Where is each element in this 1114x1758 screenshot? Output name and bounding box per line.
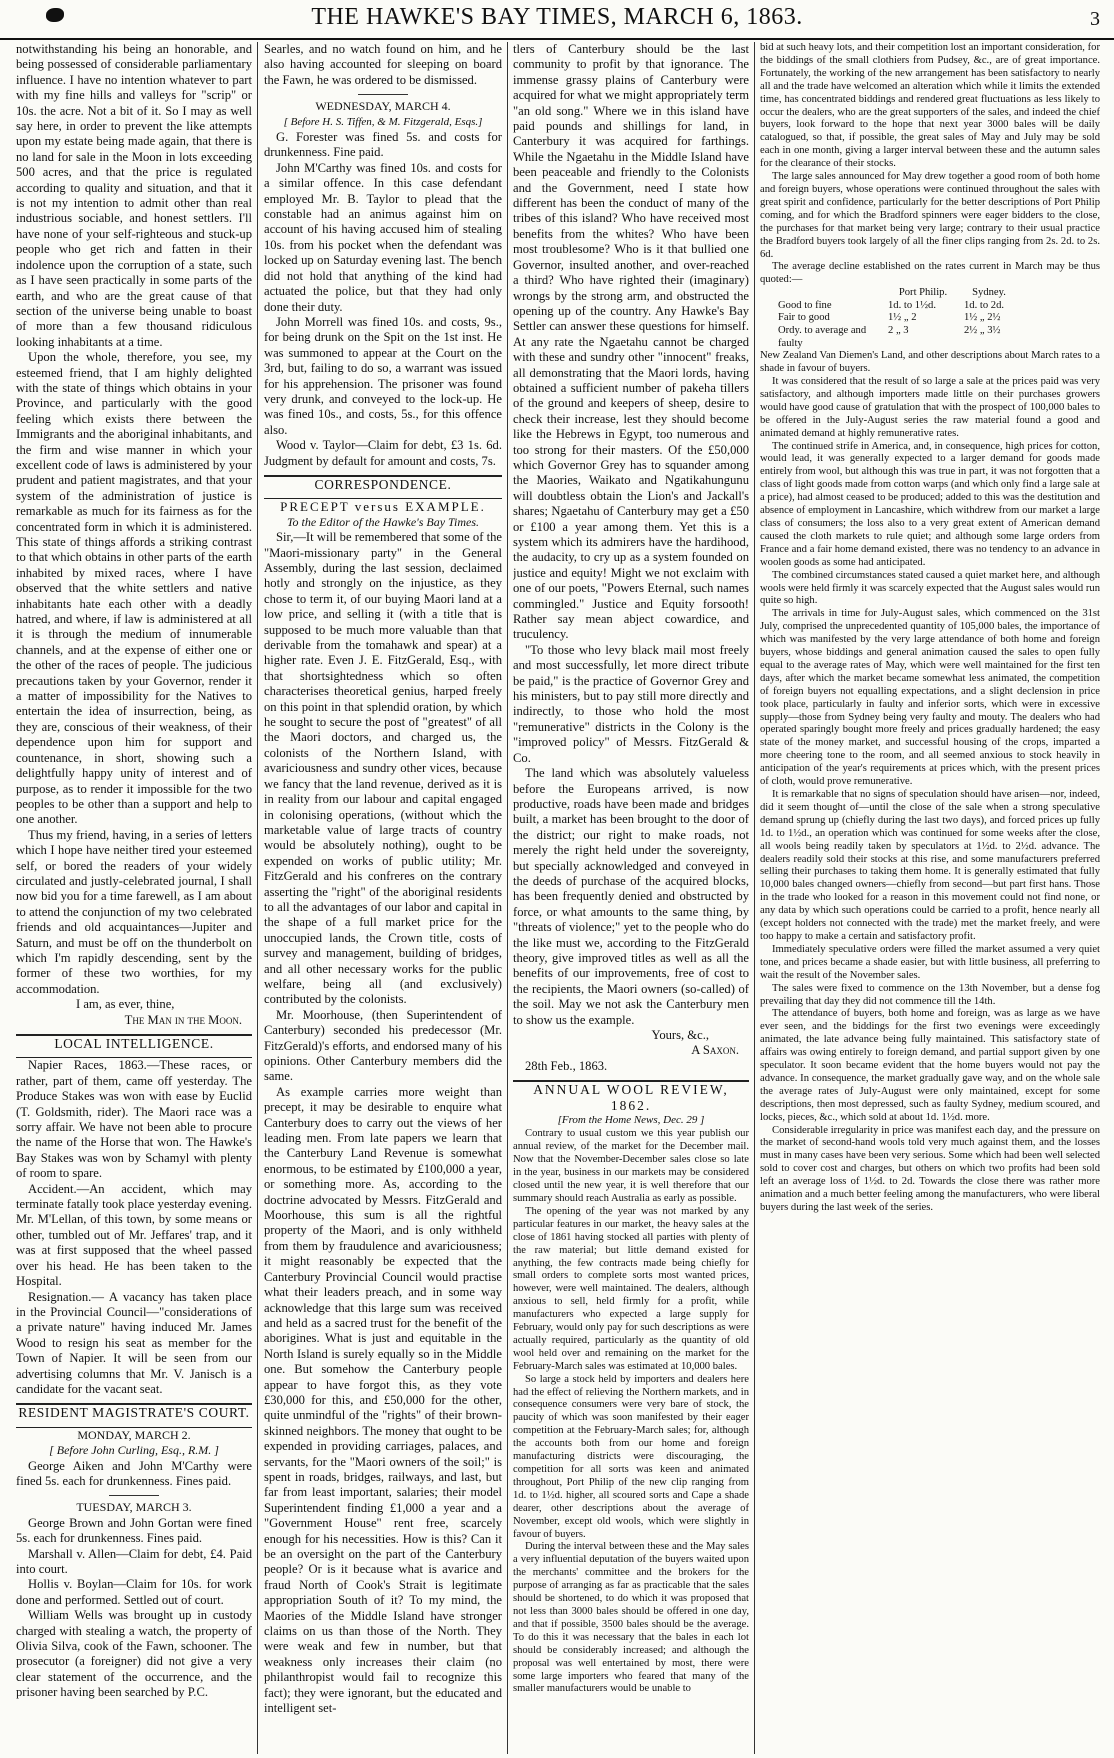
court-case: George Brown and John Gortan were fined 5s. each for drunkenness. Fines paid. — [16, 1515, 252, 1546]
court-date-tuesday: TUESDAY, MARCH 3. — [76, 1500, 192, 1515]
letter-paragraph: Sir,—It will be remembered that some of the "Maori-missionary party" in the General Assembly, during the last session, declaimed hotly and strongly on the injustice, as they chose to term it, of our buying Maori land at a low price, and selling it (with a title that is supposed to be much more valuable than that derivable from the tomahawk and spear) at a higher rate. Even J. E. FitzGerald, Esq., with that shortsightedness which so often characterises theoretical genius, harped freely on this point in that splendid oration, by which he sought to secure the post of "greatest" of all the Maori doctors, and charged us, the colonists of the Northern Island, with avariciousness and sundry other vices, because we fancy that the land revenue, derived as it is in reality from our labour and capital engaged in colonising operations, (without which the marketable value of large tracts of country would be absolutely nothing), ought to be expended on works of public utility; Mr. FitzGerald and his confreres on the contrary asserting the "right" of the aboriginal residents to all the advantages of our labor and capital in the shape of a full market price for the unoccupied lands, the Crown title, costs of survey and management, building of bridges, and all other necessary works for the public welfare, being all (and exclusively) contributed by the colonists. — [264, 530, 502, 1007]
court-case: William Wells was brought up in custody charged with stealing a watch, the property of Olivia Silva, cook of the Fawn, schooner. The prosecutor (a foreigner) did not give a very clear statement of the occurrence, and the prisoner having been searched by P.C. — [16, 1608, 252, 1700]
article-paragraph: Immediately speculative orders were filled the market assumed a very quiet tone, and prices became a shade easier, but with little business, all preferring to wait the result of the November sales. — [760, 943, 1100, 981]
court-case: Hollis v. Boylan—Claim for 10s. for work done and performed. Settled out of court. — [16, 1577, 252, 1607]
table-corner — [778, 287, 882, 300]
letter-closing: Yours, &c., — [651, 1028, 709, 1042]
article-paragraph: It is remarkable that no signs of speculation should have arisen—nor, indeed, did it seem thought of—until the close of the sale when a strong speculative demand sprung up (chiefly during the last two days), and forced prices up fully 1d. to 1½d., an operation which was continued for some weeks after the close, all wools being readily taken by speculators at 1½d. to 2½d. advance. The dealers readily sold their stocks at this rise, and some manufacturers preferred selling their purchases to taking them home. It is generally estimated that fully 10,000 bales changed owners—chiefly from second—but part first hans. Those in the trade who looked for a reason in this movement could not find none, or any data by which such operations could be carried to a profit, hence nearly all (except holders not connected with the trade) met the market freely, and were too happy to make a certain and satisfactory profit. — [760, 789, 1100, 942]
letter-paragraph: Thus my friend, having, in a series of letters which I hope have neither tired your esteemed self, or bored the readers of your widely circulated and justly-celebrated journal, I shall now bid you for a time farewell, as I am about to attend the conjunction of my two celebrated friends and old acquaintances—Jupiter and Saturn, and must be off on the thunderbolt on which I'm rapidly descending, sent by the former of these two worthies, for my accommodation. — [16, 827, 252, 996]
article-paragraph: The opening of the year was not marked by any particular features in our market, the heavy sales at the close of 1861 having stocked all parties with plenty of the raw material; but little demand existed for anything, the few contracts made being chiefly for small orders to complete sorts most wanted prices, however, were well maintained. The dealers, although anxious to sell, held firmly for a profit, while manufacturers who expected a large supply for February, would only pay for such descriptions as were actually required, particularly as the quantity of old wool held over and remaining on the market for the February-March sales was estimated at 10,000 bales. — [513, 1205, 749, 1372]
court-case: John Morrell was fined 10s. and costs, 9s., for being drunk on the Spit on the 1st inst. He was summoned to appear at the Court on the 3rd, but, failing to do so, a warrant was issued for his apprehension. The prisoner was found very drunk, and conveyed to the lock-up. He was fined 10s., and costs, 5s., for this offence also. — [264, 314, 502, 437]
page-number: 3 — [1090, 8, 1100, 30]
news-item-napier-races: Napier Races, 1863.—These races, or rather, part of them, came off yesterday. The Produce Stakes was won with ease by Euclid (T. Goldsmith, rider). The Maori race was a sorry affair. We have not been able to procure the name of the Horse that won. The Hawke's Bay Stakes was won by Schamyl with plenty of room to spare. — [16, 1058, 252, 1181]
article-paragraph: The large sales announced for May drew together a good room of both home and foreign buyers, whose operations were continued throughout the sales with great spirit and confidence, particularly for the better descriptions of Port Philip coming, and for which the Bradford spinners were eager bidders to the close, the purchases for that market being very large; contrary to their usual practice the Bradford buyers took largely of all the finer clips ranging from 2s. 2d. to 2s. 6d. — [760, 171, 1100, 260]
article-paragraph: The combined circumstances stated caused a quiet market here, and although wools were held firmly it was scarcely expected that the August sales would run quite so high. — [760, 569, 1100, 607]
news-item-resignation: Resignation.— A vacancy has taken place in the Provincial Council—"considerations of a private nature" having induced Mr. James Wood to resign his seat as member for the Town of Napier. It will be seen from our advertising columns that Mr. V. Janisch is a candidate for the vacant seat. — [16, 1289, 252, 1396]
newspaper-title: THE HAWKE'S BAY TIMES, MARCH 6, 1863. — [311, 4, 803, 30]
table-cell: 1½ „ 2 — [888, 312, 917, 324]
table-cell: 1d. to 1½d. — [888, 299, 936, 311]
table-row-label: Good to fine — [778, 299, 832, 311]
wool-price-table — [760, 287, 1100, 350]
court-date-wednesday: WEDNESDAY, MARCH 4. — [315, 99, 451, 114]
court-case: John M'Carthy was fined 10s. and costs for a similar offence. In this case defendant employed Mr. B. Taylor to plead that the constable had an animus against him on account of his having accused him of stealing 10s. from his pocket when the defendant was locked up on Saturday evening last. The bench did not hold that anything of the kind had actuated the police, but that they had only done their duty. — [264, 160, 502, 314]
court-case: Wood v. Taylor—Claim for debt, £3 1s. 6d. Judgment by default for amount and costs, 7s. — [264, 438, 502, 468]
letter-addressee: To the Editor of the Hawke's Bay Times. — [286, 514, 480, 529]
table-row-label: Ordy. to average and faulty — [778, 325, 867, 349]
letter-paragraph: As example carries more weight than precept, it may be desirable to enquire what Canterbury does to carry out the views of her leading men. From late papers we learn that the Canterbury Land Revenue is somewhat enormous, to be estimated by £100,000 a year, or something more. As, according to the doctrine advocated by Messrs. FitzGerald and Moorhouse, this sum is all the rightful property of the Maori, and is only withheld from them by fraudulence and avariciousness; it might reasonably be expected that the Canterbury Provincial Council would practise what their leaders preach, and in some way acknowledge that this large sum was received and held as a sacred trust for the benefit of the aborigines. What is just and equitable in the North Island is surely equally so in the Middle one. But somehow the Canterbury people appear to have forgot this, as they vote £30,000 for this, and £50,000 for the other, quite unmindful of the "rights" of their brown-skinned neighbors. The money that ought to be expended in providing carriages, palaces, and servants, for the "Maori owners of the soil;" is spent in roads, bridges, railways, and last, but far from least important, salaries; their model Superintendent finding £1,000 a year and a "Government House" rent free, scarcely enough for his necessities. How is this? Can it be an oversight on the part of the Canterbury people? Or is it because what is avarice and fraud North of Cook's Strait is legitimate appropriation South of it? To my mind, the Maories of the Middle Island have stronger claims on us than those of the North. They were weak and few in number, but that weakness only increases their claim (no philanthropist would fail to recognize this fact); they were ignorant, but the educated and intelligent set- — [264, 1084, 502, 1716]
column-3 — [513, 42, 749, 1754]
short-divider — [358, 94, 408, 95]
section-heading-magistrates-court: RESIDENT MAGISTRATE'S COURT. — [18, 1405, 250, 1421]
table-row-label: Fair to good — [778, 312, 830, 324]
court-case: George Aiken and John M'Carthy were fined 5s. each for drunkenness. Fines paid. — [16, 1458, 252, 1488]
article-source: [From the Home News, Dec. 29 ] — [557, 1114, 705, 1127]
table-cell: 2 „ 3 — [888, 325, 909, 336]
article-paragraph: bid at such heavy lots, and their competition lost an important consideration, for the biddings of the small clothiers from Pudsey, &c., are of great importance. Fortunately, the working of the new arrangement has been satisfactory to nearly all and the trade have welcomed an alteration which while it limits the extended time, has concentrated biddings and rendered great fluctuations as less likely to occur the dealers, who are the great supporters of the sales, and indeed the chief buyers, look forward to the hope that next year 3000 bales will be daily catalogued, so that, if possible, the great sales of May and July may be sold each in one month, giving a larger interval between these and the autumn sales for the clearance of their stocks. — [760, 42, 1100, 170]
wool-review-body — [513, 1128, 749, 1696]
column-4 — [760, 42, 1100, 1754]
article-paragraph: The average decline established on the rates current in March may be thus quoted:— — [760, 261, 1100, 286]
court-case: Searles, and no watch found on him, and he also having accounted for sleeping on board the Fawn, he was ordered to be dismissed. — [264, 42, 502, 87]
letter-paragraph: tlers of Canterbury should be the last community to profit by that ignorance. The immense grassy plains of Canterbury were acquired for what we might appropriately term "an old song." Where we in this island have paid pounds and shillings for land, in Canterbury it was acquired for farthings. While the Ngaetahu in the Middle Island have been peaceable and friendly to the Colonists and the Government, need I state how different has been the conduct of many of the tribes of this island? Who have received most benefits from the whites? Who have been most troublesome? Who is it that bullied one Governor, insulted another, and over-reached a third? Who have righted their (imaginary) wrongs by the strong arm, and obstructed the opening up of the country. Any Hawke's Bay Settler can answer these questions for himself. At any rate the Ngaetahu cannot be charged with these and sundry other "innocent" freaks, all demonstrating that the Maori lords, having obtained a sufficient number of pakeha tillers of the ground and keepers of sheep, desire to check their increase, lest they should become like the Hebrews in Egypt, too numerous and too strong for their masters. Of the £50,000 which Governor Grey has to squander among the Maories, Waikato and Ngatikahungunu will doubtless obtain the Lion's and Jackall's shares; Ngaetahu of Canterbury may get a £50 or £100 a year among them. Yet this is a system which its admirers have the hardihood, the audacity, to cry up as a system founded on justice and equity! Might we not exclaim with one of our poets, "Powers Eternal, such names commingled." Justice and Equity forsooth! Rather say mean abject cowardice, and truculency. — [513, 42, 749, 642]
column-1 — [16, 42, 252, 1754]
article-paragraph: Considerable irregularity in price was manifest each day, and the pressure on the market of second-hand wools told very much against them, and the losses must in many cases have been very serious. Some which had been well selected sold to cover cost and charges, but others on which two profits had been sold left an average loss of 1½d. to 2d. Towards the close there was rather more animation and a much better feeling among the manufacturers, who were liberal buyers during the last week of the series. — [760, 1124, 1100, 1213]
letter-signature: A Saxon. — [691, 1043, 739, 1058]
court-date-monday: MONDAY, MARCH 2. — [77, 1427, 191, 1442]
court-case: G. Forester was fined 5s. and costs for drunkenness. Fine paid. — [264, 130, 502, 160]
letter-paragraph: "To those who levy black mail most freely and most successfully, let more direct tribute be paid," is the practice of Governor Grey and his ministers, but to pay still more directly and indirectly, to those who hold the most "remunerative" districts in the Colony is the "improved policy" of Messrs. FitzGerald & Co. — [513, 642, 749, 765]
article-paragraph: The continued strife in America, and, in consequence, high prices for cotton, would lead, it was generally expected to a larger demand for goods made entirely from wool, but although this was true in part, it was not forgotten that a class of light goods made from cotton warps (and which only find a large sale at a price), had almost ceased to be produced; added to this was the destitution and absence of employment in Lancashire, which withdrew from our market a large class of consumers; the loss also to a very great extent of American demand caused the cloth markets to rule quiet; and although some large orders from France and a fair home demand existed, there was no tendency to an advance in woolen goods as some had anticipated. — [760, 440, 1100, 568]
article-paragraph: It was considered that the result of so large a sale at the prices paid was very satisfactory, and although importers made little on their purchases growers would have good cause of gratulation that with the prospect of 100,000 bales to be offered in the July-August series the raw material found a good and animated demand at highly remunerative rates. — [760, 376, 1100, 439]
court-bench-monday: [ Before John Curling, Esq., R.M. ] — [49, 1443, 219, 1458]
news-item-accident: Accident.—An accident, which may terminate fatally took place yesterday evening. Mr. M'Lellan, of this town, by some means or other, tumbled out of Mr. Jeffares' trap, and it was at first supposed that the wheel passed over his head. He has been taken to the Hospital. — [16, 1181, 252, 1289]
masthead — [0, 0, 1114, 40]
letter-paragraph: The land which was absolutely valueless before the Europeans arrived, is now productive, roads have been made and bridges built, a market has been brought to the door of the district; our right to make roads, not merely the right held under the sovereignty, but specially acknowledged and conveyed in the deeds of purchase of the acquired blocks, has been frequently denied and obstructed by force, or what amounts to the same thing, by "threats of violence;" yet to the people who do the like must we, according to the FitzGerald theory, give improved titles as well as all the benefits of our improvements, free of cost to the recipients, the Maori owners (so-called) of the soil. May we not ask the Canterbury men to show us the example. — [513, 766, 749, 1027]
court-bench-wednesday: [ Before H. S. Tiffen, & M. Fitzgerald, Esqs.] — [283, 115, 483, 128]
column-rule — [257, 42, 258, 1754]
letter-closing: I am, as ever, thine, — [76, 997, 175, 1012]
letter-signature: The Man in the Moon. — [124, 1012, 242, 1027]
short-divider — [109, 1495, 159, 1496]
letter-paragraph: notwithstanding his being an honorable, and being possessed of considerable parliamentary influence. I have no intention whatever to part with my fine hills and valleys for "scrip" or 10s. the acre. Not a bit of it. So I may as well say here, in order to prevent the like attempts upon my estate being made again, that there is no land for sale in the Moon in lots exceeding 500 acres, and that the price is regulated according to quality and situation, and that it is not my intention to admit other than real industrious sociable, and honest settlers. I'll have none of your self-righteous and stuck-up people who get rich and fatten in their indolence upon the corruption of a state, such as I have seen practically in some parts of the earth, and who are the great cause of that section of the universe being unable to boast of more than a few thousand ridiculous looking inhabitants at a time. — [16, 42, 252, 349]
section-heading-local-intelligence: LOCAL INTELLIGENCE. — [54, 1036, 214, 1051]
letter-paragraph: Upon the whole, therefore, you see, my esteemed friend, that I am highly delighted with the state of things which obtains in your Province, and particularly with the good feeling which exists there between the Immigrants and the aboriginal inhabitants, and the firm and wise manner in which your excellent code of laws is administered by your prudent and patient magistrates, and that your system of the administration of justice is remarkable as much for its fairness as for the concentrated form in which it is administered. This state of things affords a striking contrast to that which obtains in other parts of the earth inhabited by mixed races, where I have observed that the white settlers and native inhabitants hate each other with a deadly hatred, and where, if law is administered at all it is through the medium of innumerable channels, and at the expense of either one or the other of the races of people. The judicious precautions taken by your Governor, render it a matter of impossibility for the Natives to entertain the idea of insurrection, being, as they are, conscious of their weakness, of their dependence upon him for support and countenance, in short, showing such a delightfully happy unity of interest and of purpose, as to render it impossible for the two peoples to be other than a support and help to one another. — [16, 350, 252, 827]
article-paragraph: The attendance of buyers, both home and foreign, was as large as we have ever seen, and the biddings for the first two evenings were exceedingly animated, the late advance being fully maintained. This satisfactory state of affairs was owing entirely to foreign demand, and partial support given by one speculator. It soon became evident that the home buyers would not pay the advance. In consequence, the market gradually gave way, and on the whole sale the average rates of July-August were only maintained, except for some descriptions, then most depressed, such as faulty Sydney, medium scoured, and locks, pieces, &c., which sold at about 1d. 1½d. more. — [760, 1008, 1100, 1123]
article-paragraph: The arrivals in time for July-August sales, which commenced on the 31st July, comprised the unprecedented quantity of 105,000 bales, the importance of which was manifested by the very large attendance of both home and foreign buyers, whose biddings and general animation caused the sales to open fully equal to the average rates of May, which were well maintained for the first ten days, after which the market became somewhat less animated, the competition of foreign buyers not equalling expectations, and a slight declension in price took place, particularly in faulty and inferior sorts, which were in excessive supply—those from Sydney being very faulty and mouty. The dealers who had operated sparingly bought more freely and prices gradually hardened; the easy state of the money market, and successful housing of the crops, imparted a more cheering tone to the room, and all seemed anxious to stock heavily in anticipation of the year's requirements at prices which, with the present prices of cloth, would prove remunerative. — [760, 608, 1100, 788]
column-rule — [754, 42, 755, 1754]
table-header: Sydney. — [972, 287, 1006, 299]
section-heading-correspondence: CORRESPONDENCE. — [314, 476, 452, 492]
article-paragraph: During the interval between these and the May sales a very influential deputation of the buyers waited upon the merchants' committee and the brokers for the purpose of arranging as far as practicable that the sales should be shortened, to do which it was proposed that not less than 3000 bales should be offered in one day, and that if possible, 3500 bales should be the average. To do this it was necessary that the bales in each lot should be considerably increased; and although the proposal was well entertained by most, there were some large importers who feared that many of the smaller manufacturers would be unable to — [513, 1541, 749, 1695]
table-cell: 1½ „ 2½ — [964, 312, 1001, 324]
article-paragraph: New Zealand Van Diemen's Land, and other descriptions about March rates to a shade in favour of buyers. — [760, 350, 1100, 375]
article-heading-wool-review: ANNUAL WOOL REVIEW, 1862. — [533, 1082, 729, 1113]
table-header: Port Philip. — [898, 287, 948, 299]
column-2 — [264, 42, 502, 1754]
article-paragraph: So large a stock held by importers and dealers here had the effect of relieving the Northern markets, and in consequence consumers were very bare of stock, the paucity of which was soon manifested by their eager competition at the February-March sales; for, although the accounts both from our home and foreign manufacturing districts were discouraging, the competition for all sorts was keen and animated throughout, Port Philip of the new clip ranging from 1d. to 1½d. higher, all scoured sorts and Cape a shade dearer, other descriptions about the average of November, except old wools, which were slightly in favour of buyers. — [513, 1373, 749, 1540]
article-paragraph: Contrary to usual custom we this year publish our annual review, of the market for the December mail. Now that the November-December sales close so late in the year, business in our markets may be considered closed until the new year, it is well therefore that our summary should reach Australia as early as possible. — [513, 1128, 749, 1204]
letter-date: 28th Feb., 1863. — [525, 1058, 608, 1073]
letter-title: PRECEPT versus EXAMPLE. — [280, 499, 486, 515]
article-paragraph: The sales were fixed to commence on the 13th November, but a dense fog prevailing that day they did not commence till the 14th. — [760, 982, 1100, 1007]
table-cell: 2½ „ 3½ — [964, 325, 1001, 336]
letter-paragraph: Mr. Moorhouse, (then Superintendent of Canterbury) seconded his predecessor (Mr. FitzGerald)'s efforts, and endorsed many of his opinions. Other Canterbury members did the same. — [264, 1007, 502, 1084]
table-cell: 1d. to 2d. — [964, 299, 1005, 311]
column-rule — [507, 42, 508, 1754]
court-case: Marshall v. Allen—Claim for debt, £4. Paid into court. — [16, 1546, 252, 1576]
